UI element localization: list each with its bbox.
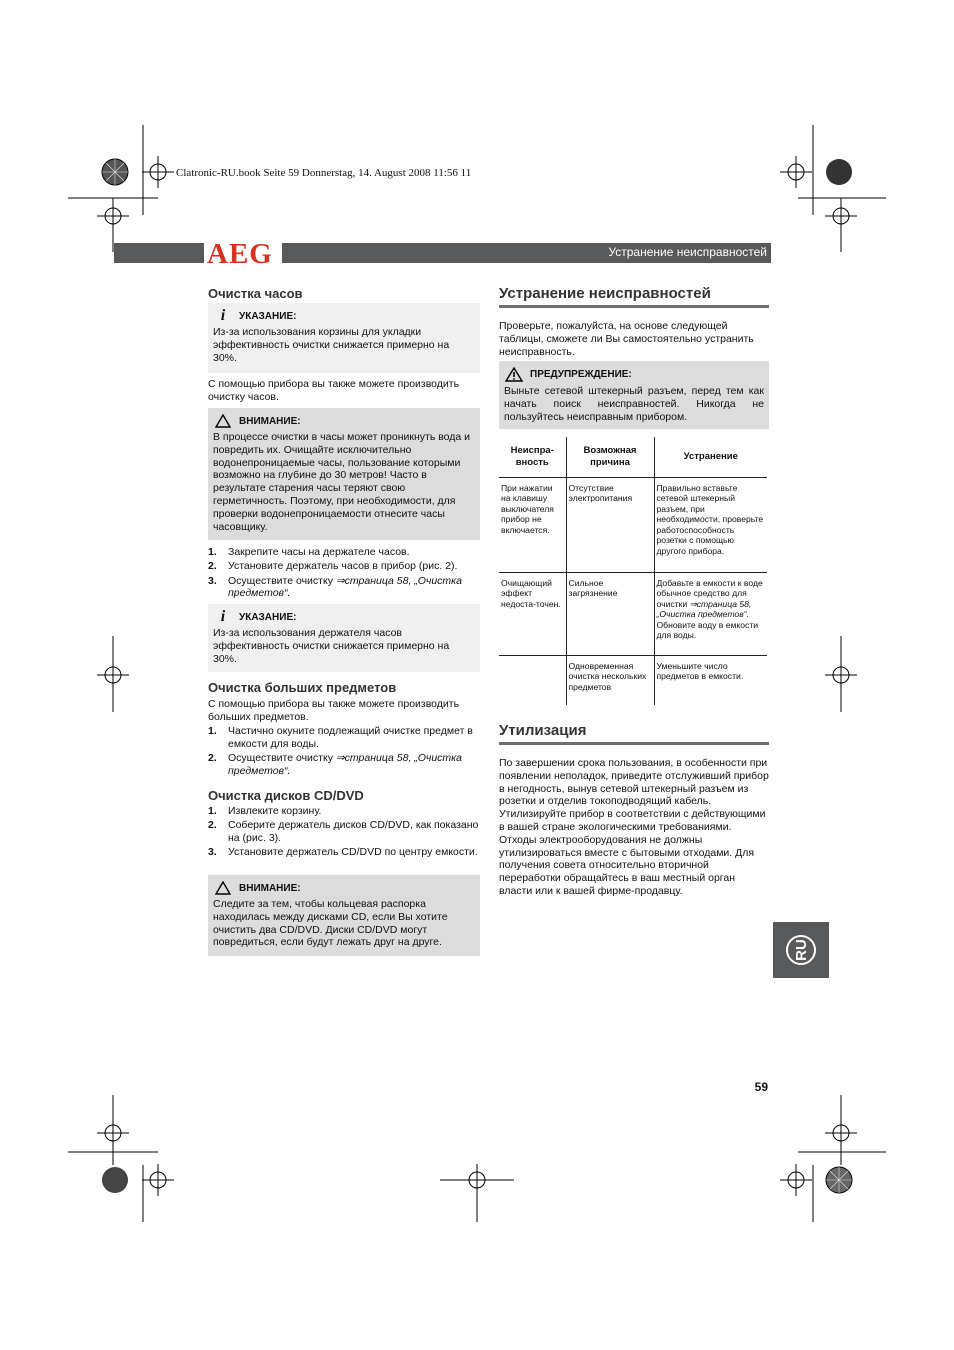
column-header: Устранение [654,437,767,477]
list-item: 1. Извлеките корзину. [208,805,322,817]
language-tab [773,922,829,978]
troubleshooting-table [499,437,767,705]
table-cell: При нажатии на клавишу выключателя прибор не включается. [499,477,566,572]
section-title-large-items: Очистка больших предметов [208,680,397,695]
file-header: Clatronic-RU.book Seite 59 Donnerstag, 14. August 2008 11:56 11 [176,167,472,179]
warning-label: ВНИМАНИЕ: [239,415,301,427]
list-item: 2. Установите держатель часов в прибор (рис. 2). [208,560,458,573]
info-icon: i [220,608,226,625]
table-cell: Отсутствие электропитания [566,477,654,572]
table-row [499,655,767,705]
note-text: Из-за использования держателя часов эффективность очистки снижается примерно на 30%. [213,627,450,665]
steps-watches [208,546,480,602]
section-title-troubleshooting: Устранение неисправностей [499,285,711,302]
table-cell: Добавьте в емкости к воде обычное средство для очистки ⇒страница 58, „Очистка предметов“. Обновите воду в емкости для воды. [654,572,767,655]
paragraph-watches: С помощью прибора вы также можете производить очистку часов. [208,378,460,403]
warning-box-2 [208,875,480,956]
warning-exclamation-icon [504,367,524,382]
warning-label: ПРЕДУПРЕЖДЕНИЕ: [530,369,632,380]
note-box-2 [208,604,480,672]
list-item: 1. Закрепите часы на держателе часов. [208,546,410,558]
section-rule [499,742,769,745]
column-header: Неиспра-вность [499,437,566,477]
table-cell: Правильно вставьте сетевой штекерный разъем, при необходимости, проверьте работоспособность розетки с помощью другого прибора. [654,477,767,572]
table-cell: Уменьшите число предметов в емкости. [656,660,744,681]
note-box-1 [208,303,480,373]
troubleshooting-intro: Проверьте, пожалуйста, на основе следующей таблицы, сможете ли Вы самостоятельно устранить неисправность. [499,320,754,358]
steps-large-items [208,725,480,779]
list-item: 1. Частично окуните подлежащий очистке предмет в емкости для воды. [208,725,473,750]
aeg-logo: AEG [207,238,273,270]
section-title-watches: Очистка часов [208,286,303,301]
table-cell: Очищающий эффект недоста-точен. [499,572,566,655]
table-cell: Сильное загрязнение [566,572,654,655]
list-item: 3. Осуществите очистку ⇒страница 58, „Очистка предметов“. [208,574,462,600]
table-row [499,572,767,655]
table-row [499,477,767,572]
warning-box-3 [499,361,769,429]
language-label: RU [786,935,816,965]
page-reference: ⇒страница 58, „Очистка предметов“. [656,598,752,619]
page-reference: ⇒страница 58, „Очистка предметов“. [228,574,462,600]
note-text: Из-за использования корзины для укладки эффективность очистки снижается примерно на 30%. [213,326,450,364]
section-title-cd-dvd: Очистка дисков CD/DVD [208,788,364,803]
table-cell [499,655,566,705]
list-item: 2. Осуществите очистку ⇒страница 58, „Очистка предметов“. [208,752,462,777]
disposal-text: По завершении срока пользования, в особенности при появлении неполадок, приведите отслуживший прибор в негодность, вынув сетевой штекерный разъем из розетки и отделив токоподводящий кабель. Утилизируйте прибор в соответствии с действующими в вашей стране экологическими требованиями. Отходы электрооборудования не должны утилизироваться вместе с бытовыми отходами. Для получения совета относительно вторичной переработки обращайтесь в ваш местный орган власти или к вашей фирме-продавцу. [499,757,769,897]
section-rule [499,305,769,308]
page-reference: ⇒страница 58, „Очистка предметов“. [228,752,462,777]
table-header-row [499,437,767,477]
paragraph-large-items: С помощью прибора вы также можете производить больших предметов. [208,698,460,723]
warning-triangle-icon [213,414,233,428]
warning-text: В процессе очистки в часы может проникнуть вода и повредить их. Очищайте исключительно водонепроницаемые часы, пользование которыми возможно на глубине до 30 метров! Часто в результате старения часы теряют свою герметичность. Поэтому, при необходимости, для проверки водонепроницаемости отнесите часы часовщику. [213,431,471,533]
page-number: 59 [754,1080,768,1094]
section-title-disposal: Утилизация [499,722,587,739]
column-header: Возможная причина [566,437,654,477]
table-cell: Одновременная очистка нескольких предметов [566,655,654,705]
warning-triangle-icon [213,881,233,895]
warning-text: Выньте сетевой штекерный разъем, перед тем как начать поиск неисправностей. Никогда не пользуйтесь неисправным прибором. [504,385,764,423]
list-item: 3. Установите держатель CD/DVD по центру емкости. [208,846,478,859]
warning-box-1 [208,408,480,540]
warning-text: Следите за тем, чтобы кольцевая распорка находилась между дисками CD, если Вы хотите очистить два CD/DVD. Диски CD/DVD могут повредиться, если будут лежать друг на друге. [213,898,448,949]
list-item: 2. Соберите держатель дисков CD/DVD, как показано на (рис. 3). [208,819,479,845]
note-label: УКАЗАНИЕ: [239,310,297,322]
steps-cd-dvd [208,805,480,861]
warning-label: ВНИМАНИЕ: [239,882,301,894]
info-icon: i [220,307,226,324]
header-title: Устранение неисправностей [608,245,767,259]
note-label: УКАЗАНИЕ: [239,611,297,623]
